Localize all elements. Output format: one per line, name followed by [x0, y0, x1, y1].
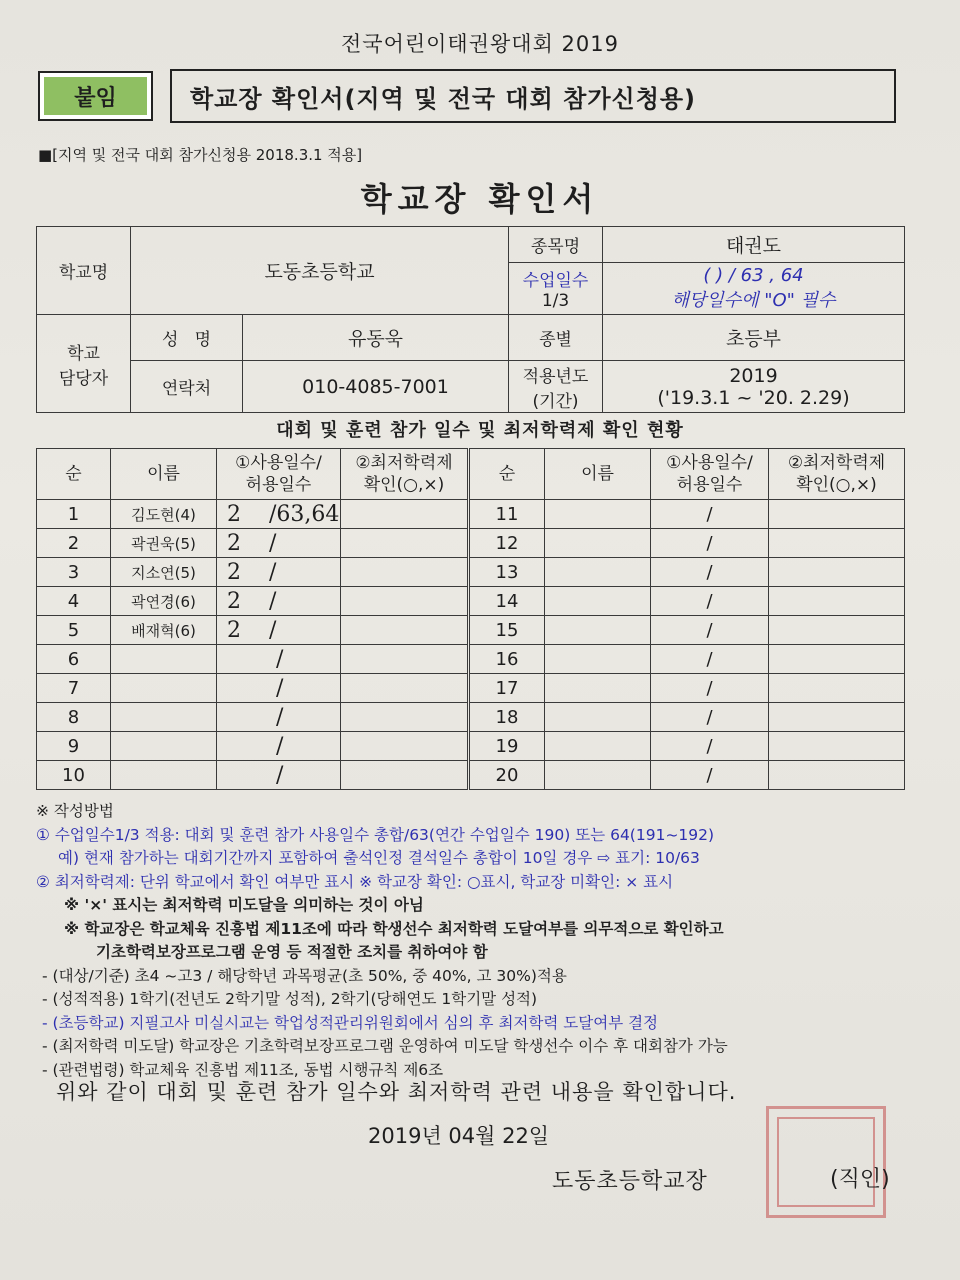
table-row [37, 761, 905, 790]
check-mark [769, 674, 905, 703]
table-row [37, 674, 905, 703]
header-check-right-line2: 확인(○,×) [796, 475, 877, 495]
row-no: 17 [469, 674, 545, 703]
days-used: / [651, 587, 769, 616]
header-check-right [769, 449, 905, 500]
table-row [37, 703, 905, 732]
student-name [545, 645, 651, 674]
instruction-line: 예) 현재 참가하는 대회기간까지 포함하여 출석인정 결석일수 총합이 10일 경우 ⇨ 표기: 10/63 [58, 849, 700, 867]
row-no: 1 [37, 500, 111, 529]
row-no: 14 [469, 587, 545, 616]
days-used: / [651, 703, 769, 732]
row-no: 2 [37, 529, 111, 558]
days-used: / [651, 645, 769, 674]
row-no: 4 [37, 587, 111, 616]
header-no-right: 순 [469, 449, 545, 500]
instruction-line: ※ '×' 표시는 최저학력 미도달을 의미하는 것이 아님 [64, 896, 424, 914]
header-name-right: 이름 [545, 449, 651, 500]
header-days-right-line2: 허용일수 [676, 475, 743, 495]
year-value [603, 361, 905, 413]
header-check-left-line1: ②최저학력제 [355, 453, 453, 473]
applicability-note: ■[지역 및 전국 대회 참가신청용 2018.3.1 적용] [38, 146, 363, 164]
row-no: 12 [469, 529, 545, 558]
student-name [111, 674, 217, 703]
days-value-line1: ( ) / 63 , 64 [703, 265, 804, 286]
manager-name: 유동욱 [243, 315, 509, 361]
participation-section-title: 대회 및 훈련 참가 일수 및 최저학력제 확인 현황 [276, 420, 684, 441]
check-mark [769, 732, 905, 761]
days-value-line2: 해당일수에 "O" 필수 [671, 290, 836, 311]
days-used: 2 / [217, 616, 341, 645]
days-used: / [217, 703, 341, 732]
student-name [545, 674, 651, 703]
row-no: 15 [469, 616, 545, 645]
table-row [37, 529, 905, 558]
days-used: 2 / [217, 558, 341, 587]
days-used: / [651, 558, 769, 587]
table-row [37, 587, 905, 616]
instruction-line: ② 최저학력제: 단위 학교에서 확인 여부만 표시 ※ 학교장 확인: ○표시, 학교장 미확인: × 표시 [36, 872, 674, 891]
instruction-line: - (성적적용) 1학기(전년도 2학기말 성적), 2학기(당해연도 1학기말 성적) [42, 990, 538, 1008]
student-name [111, 761, 217, 790]
row-no: 19 [469, 732, 545, 761]
table-row [37, 500, 905, 529]
student-name [545, 761, 651, 790]
row-no: 6 [37, 645, 111, 674]
days-used: / [217, 674, 341, 703]
sport-value: 태권도 [603, 227, 905, 263]
row-no: 20 [469, 761, 545, 790]
instruction-line: - (최저학력 미도달) 학교장은 기초학력보장프로그램 운영하여 미도달 학생선수 이수 후 대회참가 가능 [42, 1037, 728, 1055]
days-label-line2: 1/3 [541, 291, 570, 311]
check-mark [341, 761, 469, 790]
manager-label [37, 315, 131, 413]
row-no: 16 [469, 645, 545, 674]
check-mark [769, 587, 905, 616]
year-value-line2: ('19.3.1 ~ '20. 2.29) [657, 386, 850, 409]
instruction-line: - (대상/기준) 초4 ~고3 / 해당학년 과목평균(초 50%, 중 40%, 고 30%)적용 [42, 966, 567, 985]
row-no: 10 [37, 761, 111, 790]
check-mark [341, 558, 469, 587]
type-label: 종별 [509, 315, 603, 361]
row-no: 13 [469, 558, 545, 587]
check-mark [769, 558, 905, 587]
days-label-line1: 수업일수 [522, 271, 589, 291]
header-check-left [341, 449, 469, 500]
event-title: 전국어린이태권왕대회 2019 [341, 32, 619, 56]
name-label: 성 명 [131, 315, 243, 361]
row-no: 5 [37, 616, 111, 645]
check-mark [341, 703, 469, 732]
student-name [545, 703, 651, 732]
student-name [545, 529, 651, 558]
check-mark [769, 500, 905, 529]
days-used: / [651, 616, 769, 645]
student-name: 김도현(4) [111, 500, 217, 529]
principal-title: 도동초등학교장 [552, 1169, 708, 1194]
header-days-left-line2: 허용일수 [245, 475, 312, 495]
header-days-left [217, 449, 341, 500]
participation-table [36, 448, 905, 790]
main-title: 학교장 확인서(지역 및 전국 대회 참가신청용) [170, 69, 896, 123]
days-used: / [217, 645, 341, 674]
header-days-right [651, 449, 769, 500]
attachment-tag-label: 붙임 [44, 77, 147, 115]
days-used: / [651, 674, 769, 703]
student-name [111, 645, 217, 674]
header-days-right-line1: ①사용일수/ [666, 453, 753, 473]
header-no-left: 순 [37, 449, 111, 500]
days-used: 2 / [217, 587, 341, 616]
student-name [545, 616, 651, 645]
student-name [111, 732, 217, 761]
table-row [37, 558, 905, 587]
check-mark [341, 674, 469, 703]
student-name: 곽권욱(5) [111, 529, 217, 558]
check-mark [769, 703, 905, 732]
check-mark [769, 761, 905, 790]
row-no: 9 [37, 732, 111, 761]
check-mark [769, 616, 905, 645]
days-used: / [217, 732, 341, 761]
check-mark [341, 500, 469, 529]
manager-label-line1: 학교 [67, 343, 100, 364]
attachment-tag [38, 71, 153, 121]
instruction-line: ① 수업일수1/3 적용: 대회 및 훈련 참가 사용일수 총합/63(연간 수업일수 190) 또는 64(191~192) [36, 825, 715, 844]
days-label [509, 263, 603, 315]
year-label-line1: 적용년도 [522, 366, 589, 387]
year-label-line2: (기간) [532, 391, 579, 412]
student-name [545, 587, 651, 616]
contact-value: 010-4085-7001 [243, 361, 509, 413]
days-used: 2 /63,64 [217, 500, 341, 529]
check-mark [341, 616, 469, 645]
header-name-left: 이름 [111, 449, 217, 500]
check-mark [341, 645, 469, 674]
document-title: 학교장 확인서 [360, 180, 600, 218]
school-name: 도동초등학교 [131, 227, 509, 315]
student-name [545, 732, 651, 761]
days-used: / [217, 761, 341, 790]
days-used: 2 / [217, 529, 341, 558]
year-value-line1: 2019 [729, 364, 778, 387]
header-check-right-line1: ②최저학력제 [787, 453, 886, 473]
table-row [37, 645, 905, 674]
days-used: / [651, 761, 769, 790]
table-row [37, 732, 905, 761]
check-mark [341, 732, 469, 761]
days-value [603, 263, 905, 315]
days-used: / [651, 732, 769, 761]
issue-date: 2019년 04월 22일 [368, 1124, 550, 1148]
student-name [545, 558, 651, 587]
row-no: 11 [469, 500, 545, 529]
confirmation-statement: 위와 같이 대회 및 훈련 참가 일수와 최저학력 관련 내용을 확인합니다. [56, 1080, 737, 1104]
instruction-line: 기초학력보장프로그램 운영 등 적절한 조치를 취하여야 함 [96, 943, 488, 961]
instruction-line: - (초등학교) 지필고사 미실시교는 학업성적관리위원회에서 심의 후 최저학력 도달여부 결정 [42, 1013, 659, 1032]
check-mark [769, 645, 905, 674]
table-row [37, 616, 905, 645]
type-value: 초등부 [603, 315, 905, 361]
days-used: / [651, 500, 769, 529]
student-name [111, 703, 217, 732]
header-days-left-line1: ①사용일수/ [235, 453, 322, 473]
year-label [509, 361, 603, 413]
student-name [545, 500, 651, 529]
student-name: 곽연경(6) [111, 587, 217, 616]
row-no: 18 [469, 703, 545, 732]
days-used: / [651, 529, 769, 558]
row-no: 7 [37, 674, 111, 703]
seal-label: (직인) [830, 1167, 890, 1192]
instruction-line: ※ 학교장은 학교체육 진흥법 제11조에 따라 학생선수 최저학력 도달여부를 의무적으로 확인하고 [64, 919, 724, 938]
contact-label: 연락처 [131, 361, 243, 413]
student-name: 배재혁(6) [111, 616, 217, 645]
row-no: 8 [37, 703, 111, 732]
writing-instructions [36, 800, 936, 1082]
info-table [36, 226, 905, 413]
sport-label: 종목명 [509, 227, 603, 263]
check-mark [341, 587, 469, 616]
instruction-line: - (관련법령) 학교체육 진흥법 제11조, 동법 시행규칙 제6조 [42, 1060, 444, 1079]
student-name: 지소연(5) [111, 558, 217, 587]
check-mark [769, 529, 905, 558]
school-label: 학교명 [37, 227, 131, 315]
header-check-left-line2: 확인(○,×) [363, 475, 445, 495]
check-mark [341, 529, 469, 558]
row-no: 3 [37, 558, 111, 587]
manager-label-line2: 담당자 [58, 368, 109, 389]
instructions-heading: ※ 작성방법 [36, 802, 114, 820]
